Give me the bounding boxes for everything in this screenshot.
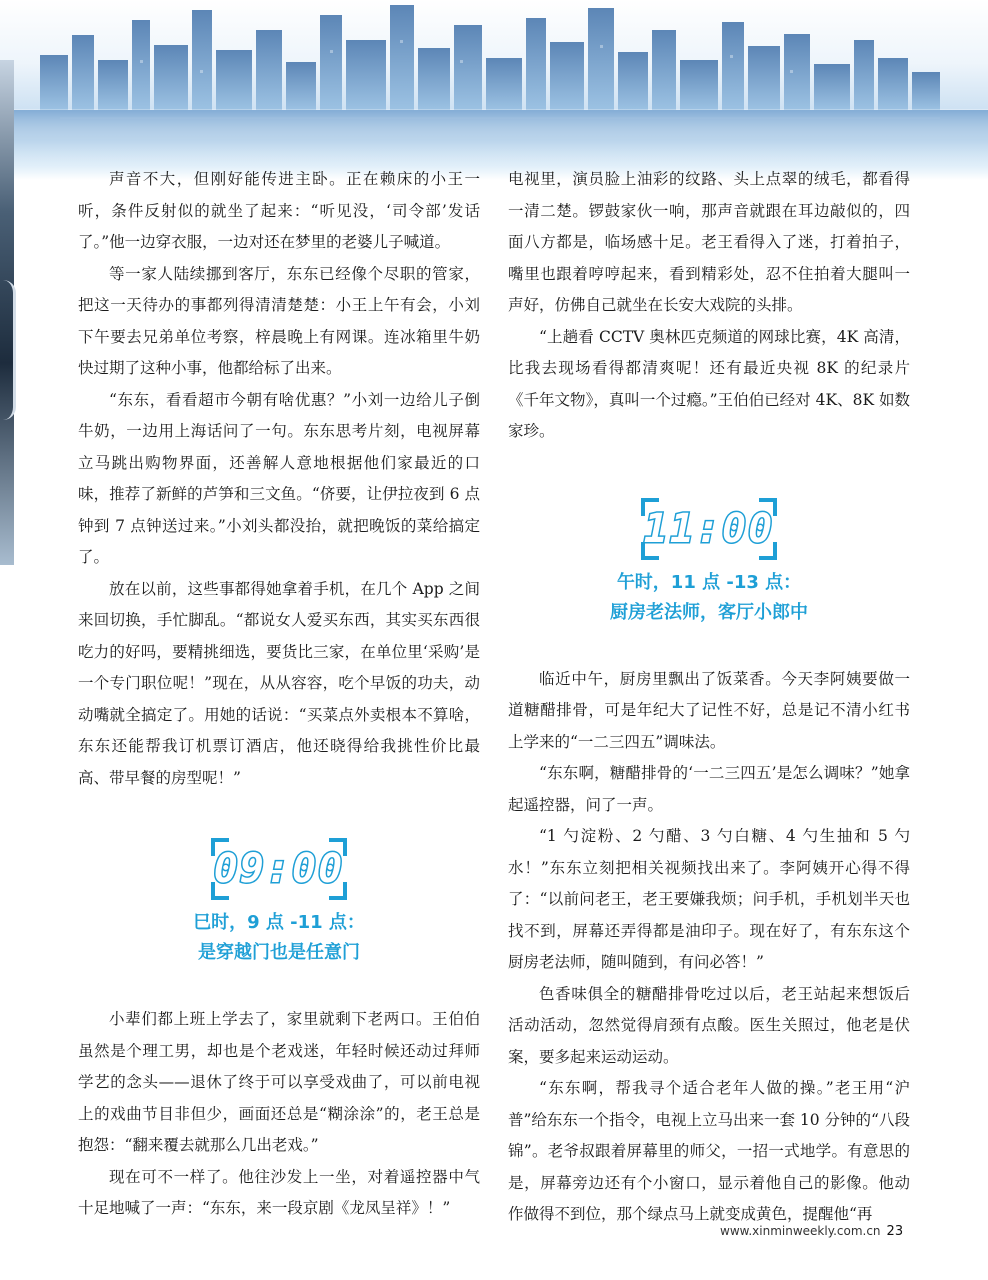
page-footer: [720, 1224, 920, 1239]
header-cityscape-banner: [0, 0, 988, 180]
cityscape-illustration: [0, 0, 988, 180]
paragraph: “1 勺淀粉、2 勺醋、3 勺白糖、4 勺生抽和 5 勺水！”东东立刻把相关视频找出来了。李阿姨开心得不得了：“以前问老王，老王要嫌我烦；问手机，手机划半天也找不到，屏幕还弄得都是油印子。现在好了，有东东这个厨房老法师，随叫随到，有问必答！”: [508, 827, 910, 971]
left-decorative-stripe: [0, 60, 14, 565]
paragraph: 小辈们都上班上学去了，家里就剩下老两口。王伯伯虽然是个理工男，却也是个老戏迷，年轻时候还动过拜师学艺的念头——退休了终于可以享受戏曲了，可以前电视上的戏曲节目非但少，画面还总是“糊涂涂”的，老王总是抱怨：“翻来覆去就那么几出老戏。”: [78, 1010, 480, 1154]
paragraph: 现在可不一样了。他往沙发上一坐，对着遥控器中气十足地喊了一声：“东东，来一段京剧《龙凤呈祥》！”: [78, 1167, 480, 1217]
section-title-line1: 巳时，9 点 -11 点：: [193, 912, 365, 933]
paragraph: 声音不大，但刚好能传进主卧。正在赖床的小王一听，条件反射似的就坐了起来：“听见没，‘司令部’发话了。”他一边穿衣服，一边对还在梦里的老婆儿子喊道。: [78, 170, 480, 251]
paragraph: 色香味俱全的糖醋排骨吃过以后，老王站起来想饭后活动活动，忽然觉得肩颈有点酸。医生关照过，他老是伏案，要多起来运动运动。: [508, 984, 910, 1066]
paragraph: “东东啊，帮我寻个适合老年人做的操。”老王用“沪普”给东东一个指令，电视上立马出来一套 10 分钟的“八段锦”。老爷叔跟着屏幕里的师父，一招一式地学。有意思的是，屏幕旁边还有个小窗口，显示着他自己的影像。他动作做得不到位，那个绿点马上就变成黄色，提醒他“再: [508, 1079, 910, 1223]
clock-badge-1100: [641, 498, 777, 560]
paragraph: “东东，看看超市今朝有啥优惠？”小刘一边给儿子倒牛奶，一边用上海话问了一句。东东思考片刻，电视屏幕立马跳出购物界面，还善解人意地根据他们家最近的口味，推荐了新鲜的芦笋和三文鱼。“侪要，让伊拉夜到 6 点钟到 7 点钟送过来。”小刘头都没抬，就把晚饭的菜给搞定了。: [78, 390, 480, 566]
section-title-line2: 厨房老法师，客厅小郎中: [610, 601, 808, 623]
section-title-line2: 是穿越门也是任意门: [198, 942, 360, 963]
section-title-line1: 午时，11 点 -13 点：: [616, 571, 802, 593]
paragraph: 电视里，演员脸上油彩的纹路、头上点翠的绒毛，都看得一清二楚。锣鼓家伙一响，那声音就跟在耳边敲似的，四面八方都是，临场感十足。老王看得入了迷，打着拍子，嘴里也跟着哼哼起来，看到精彩处，忍不住拍着大腿叫一声好，仿佛自己就坐在长安大戏院的头排。: [508, 170, 910, 314]
clock-badge-0900: [211, 838, 347, 900]
paragraph: “东东啊，糖醋排骨的‘一二三四五’是怎么调味？”她拿起遥控器，问了一声。: [508, 764, 910, 814]
paragraph: 临近中午，厨房里飘出了饭菜香。今天李阿姨要做一道糖醋排骨，可是年纪大了记性不好，总是记不清小红书上学来的“一二三四五”调味法。: [508, 669, 910, 751]
right-column: [508, 164, 910, 1231]
section-title: [508, 568, 910, 628]
paragraph: 放在以前，这些事都得她拿着手机，在几个 App 之间来回切换，手忙脚乱。“都说女人爱买东西，其实买东西很吃力的好吗，要精挑细选，要货比三家，在单位里‘采购’是一个专门职位呢！”现在，从从容容，吃个早饭的功夫，动动嘴就全搞定了。用她的话说：“买菜点外卖根本不算啥，东东还能帮我订机票订酒店，他还晓得给我挑性价比最高、带早餐的房型呢！”: [78, 579, 480, 787]
clock-time: 11:00: [643, 505, 775, 552]
page-number: 23: [886, 1224, 904, 1239]
paragraph: “上趟看 CCTV 奥林匹克频道的网球比赛，4K 高清，比我去现场看得都清爽呢！还有最近央视 8K 的纪录片《千年文物》，真叫一个过瘾。”王伯伯已经对 4K、8K 如数家珍。: [508, 327, 910, 440]
paragraph: 等一家人陆续挪到客厅，东东已经像个尽职的管家，把这一天待办的事都列得清清楚楚：小王上午有会，小刘下午要去兄弟单位考察，梓晨晚上有网课。连冰箱里牛奶快过期了这种小事，他都给标了出来。: [78, 264, 480, 377]
clock-time: 09:00: [213, 846, 345, 892]
left-column: [78, 164, 480, 1225]
section-title: [78, 908, 480, 968]
footer-website: www.xinminweekly.com.cn: [720, 1224, 881, 1238]
